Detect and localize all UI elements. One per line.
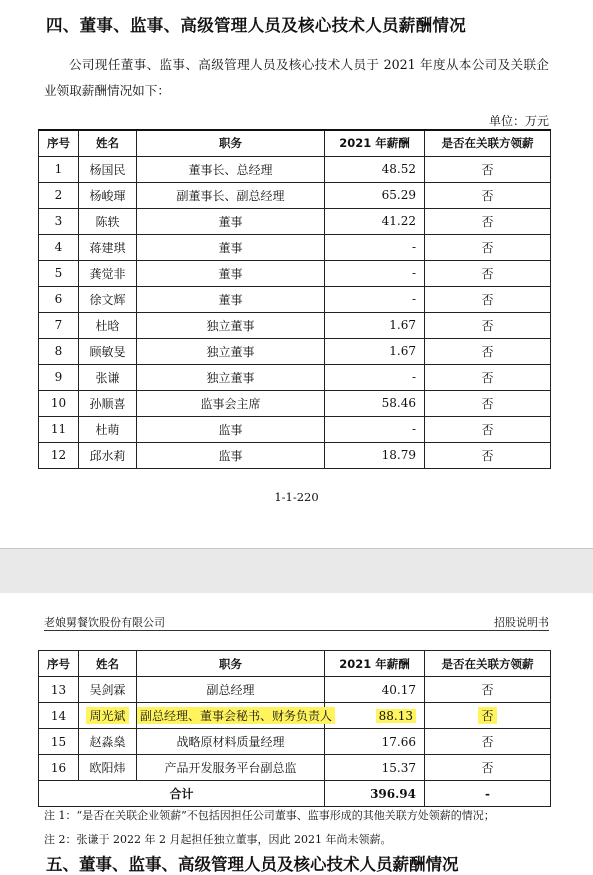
cell-salary: - [325,364,425,390]
cell-name [79,703,137,729]
cell-related-pay: 否 [425,182,551,208]
cell-index: 5 [39,260,79,286]
document-page-2 [0,593,593,874]
cell-index: 10 [39,390,79,416]
table-row [39,234,551,260]
cell-position: 副董事长、副总经理 [137,182,325,208]
total-related: - [425,781,551,807]
cell-index: 11 [39,416,79,442]
cell-related-pay: 否 [425,338,551,364]
cell-position: 监事会主席 [137,390,325,416]
cell-salary: - [325,234,425,260]
cell-position: 董事 [137,260,325,286]
table-row [39,182,551,208]
cell-salary: 41.22 [325,208,425,234]
cell-name: 龚觉非 [79,260,137,286]
highlight-mark: 周光斌 [86,707,128,724]
table-body [39,156,551,468]
next-section-title: 五、董事、监事、高级管理人员及核心技术人员薪酬情况 [46,855,459,874]
header-related-pay: 是否在关联方领薪 [425,130,551,156]
highlight-mark: 副总经理、董事会秘书、财务负责人 [137,707,335,724]
cell-name: 陈轶 [79,208,137,234]
cell-salary: 65.29 [325,182,425,208]
cell-name: 顾敏旻 [79,338,137,364]
cell-salary: 1.67 [325,338,425,364]
section-title: 四、董事、监事、高级管理人员及核心技术人员薪酬情况 [46,16,466,35]
total-value: 396.94 [325,781,425,807]
table-row [39,755,551,781]
cell-position: 战略原材料质量经理 [137,729,325,755]
cell-name: 吴剑霖 [79,677,137,703]
cell-name: 蒋建琪 [79,234,137,260]
cell-related-pay: 否 [425,755,551,781]
header-related-pay: 是否在关联方领薪 [425,651,551,677]
cell-related-pay: 否 [425,416,551,442]
cell-related-pay: 否 [425,677,551,703]
cell-related-pay: 否 [425,208,551,234]
header-position: 职务 [137,651,325,677]
cell-position: 独立董事 [137,364,325,390]
table-row [39,442,551,468]
salary-table-page-1 [38,129,551,469]
footnote-1: 注 1：“是否在关联企业领薪”不包括因担任公司董事、监事形成的其他关联方处领薪的情况； [44,809,495,822]
table-row [39,208,551,234]
cell-position: 产品开发服务平台副总监 [137,755,325,781]
cell-salary: 40.17 [325,677,425,703]
cell-name: 张谦 [79,364,137,390]
cell-salary: - [325,416,425,442]
table-row [39,390,551,416]
cell-index: 15 [39,729,79,755]
cell-name: 邱水莉 [79,442,137,468]
cell-related-pay: 否 [425,729,551,755]
table-row [39,703,551,729]
cell-related-pay: 否 [425,260,551,286]
cell-position: 董事 [137,286,325,312]
cell-position: 董事 [137,234,325,260]
header-name: 姓名 [79,130,137,156]
cell-name: 杜萌 [79,416,137,442]
cell-name: 杨峻琿 [79,182,137,208]
header-index: 序号 [39,130,79,156]
unit-label: 单位：万元 [488,114,549,128]
intro-paragraph: 公司现任董事、监事、高级管理人员及核心技术人员于 2021 年度从本公司及关联企业领取薪酬情况如下： [44,57,549,98]
cell-position: 监事 [137,416,325,442]
cell-name: 杨国民 [79,156,137,182]
cell-related-pay: 否 [425,286,551,312]
page-gap [0,548,593,594]
cell-index: 13 [39,677,79,703]
cell-salary: 17.66 [325,729,425,755]
cell-index: 2 [39,182,79,208]
table-header-row [39,130,551,156]
company-header: 老娘舅餐饮股份有限公司 [44,616,165,629]
cell-index: 14 [39,703,79,729]
cell-related-pay [425,703,551,729]
cell-salary: 18.79 [325,442,425,468]
table-row [39,416,551,442]
table-row [39,260,551,286]
cell-related-pay: 否 [425,234,551,260]
cell-index: 4 [39,234,79,260]
cell-position: 副总经理 [137,677,325,703]
cell-index: 8 [39,338,79,364]
cell-salary: 58.46 [325,390,425,416]
cell-position [137,703,333,729]
cell-salary: 1.67 [325,312,425,338]
cell-position: 独立董事 [137,338,325,364]
highlight-mark: 88.13 [376,709,416,723]
header-salary: 2021 年薪酬 [325,651,425,677]
cell-name: 孙顺喜 [79,390,137,416]
cell-position: 董事长、总经理 [137,156,325,182]
cell-index: 7 [39,312,79,338]
cell-related-pay: 否 [425,312,551,338]
header-name: 姓名 [79,651,137,677]
cell-position: 监事 [137,442,325,468]
cell-name: 欧阳炜 [79,755,137,781]
table-row [39,338,551,364]
header-position: 职务 [137,130,325,156]
table-row [39,286,551,312]
cell-index: 9 [39,364,79,390]
cell-name: 杜晗 [79,312,137,338]
cell-salary: 48.52 [325,156,425,182]
cell-index: 1 [39,156,79,182]
table-row [39,312,551,338]
table-row [39,156,551,182]
document-type-header: 招股说明书 [494,616,549,629]
cell-position: 独立董事 [137,312,325,338]
total-label: 合计 [39,781,325,807]
cell-name: 赵淼燊 [79,729,137,755]
highlight-mark: 否 [478,707,496,724]
cell-related-pay: 否 [425,156,551,182]
salary-table-page-2 [38,650,551,807]
table-row [39,729,551,755]
cell-position: 董事 [137,208,325,234]
table-row [39,364,551,390]
table-header-row [39,651,551,677]
page-number: 1-1-220 [274,490,319,504]
cell-index: 3 [39,208,79,234]
cell-related-pay: 否 [425,442,551,468]
cell-index: 6 [39,286,79,312]
cell-index: 16 [39,755,79,781]
total-row [39,781,551,807]
cell-related-pay: 否 [425,390,551,416]
table-body [39,677,551,781]
cell-related-pay: 否 [425,364,551,390]
table-row [39,677,551,703]
header-divider [44,630,549,631]
cell-salary: - [325,286,425,312]
footnote-2: 注 2：张谦于 2022 年 2 月起担任独立董事，因此 2021 年尚未领薪。 [44,833,392,846]
cell-index: 12 [39,442,79,468]
cell-salary [325,703,425,729]
header-salary: 2021 年薪酬 [325,130,425,156]
cell-name: 徐文辉 [79,286,137,312]
header-index: 序号 [39,651,79,677]
cell-salary: - [325,260,425,286]
cell-salary: 15.37 [325,755,425,781]
